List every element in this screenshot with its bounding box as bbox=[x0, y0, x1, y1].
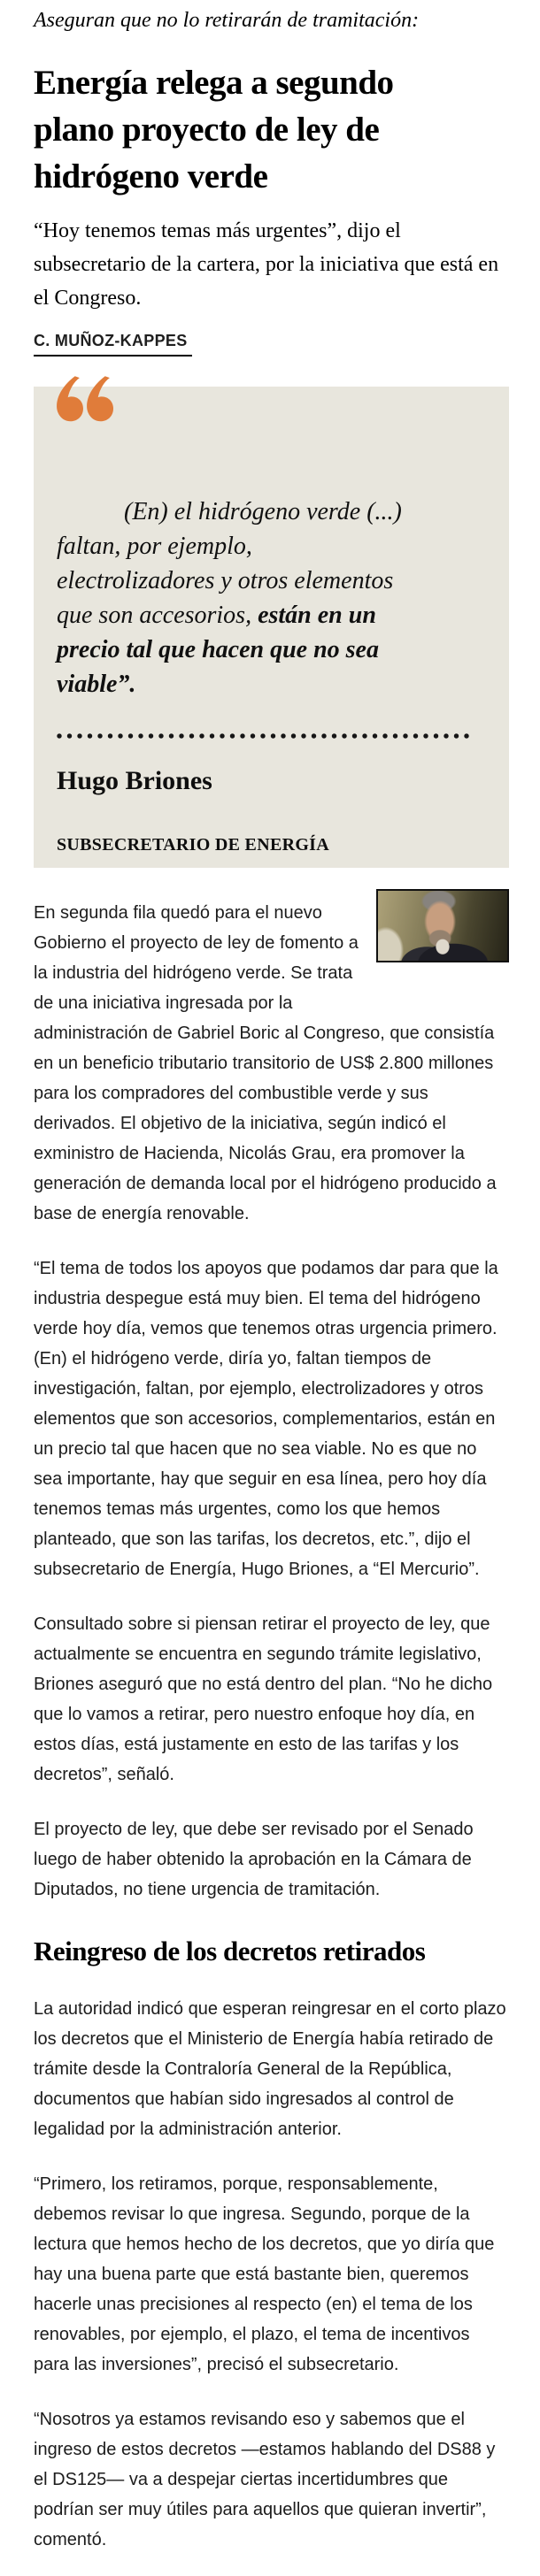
quote-line bbox=[57, 667, 474, 702]
article-paragraph-1 bbox=[34, 898, 509, 1229]
opening-double-quote-icon bbox=[55, 376, 113, 422]
headline-line-1: Energía relega a segundo bbox=[34, 64, 394, 103]
paragraph-text: En segunda fila quedó para el nuevo Gobierno el proyecto de ley de fomento a la industria del hidrógeno verde. Se trata de una iniciativa ingresada por la administración de Gabriel Boric al Congreso, que consistía en un beneficio tributario transitorio de US$ 2.800 millones para los compradores del combustible verde y sus derivados. El objetivo de la iniciativa, según indicó el exministro de Hacienda, Nicolás Grau, era promover la generación de demanda local por el hidrógeno producido a base de energía renovable. bbox=[34, 903, 497, 1224]
headline-line-3: hidrógeno verde bbox=[34, 157, 268, 196]
article-paragraph-6: “Primero, los retiramos, porque, responsablemente, debemos revisar lo que ingresa. Segundo, porque de la lectura que hemos hecho de los decretos, que yo diría que hay una buena parte que está bastante bien, queremos hacerle unas precisiones al respecto (en) el tema de los renovables, por ejemplo, el plazo, el tema de incentivos para las inversiones”, precisó el subsecretario. bbox=[34, 2174, 495, 2374]
quote-line bbox=[57, 632, 474, 667]
quote-line: electrolizadores y otros elementos bbox=[57, 567, 394, 595]
quote-line-bold: viable”. bbox=[57, 671, 136, 699]
pull-quote-role: SUBSECRETARIO DE ENERGÍA bbox=[57, 835, 330, 855]
pull-quote-author: Hugo Briones bbox=[57, 766, 212, 796]
section-heading: Reingreso de los decretos retirados bbox=[34, 1936, 426, 1967]
article-paragraph-2: “El tema de todos los apoyos que podamos dar para que la industria despegue está muy bien. El tema del hidrógeno verde hoy día, vemos que tenemos otras urgencia primero. (En) el hidrógeno verde, diría yo, faltan tiempos de investigación, faltan, por ejemplo, electrolizadores y otros elementos que son accesorios, complementarios, están en un precio tal que hacen que no sea viable. No es que no sea importante, hay que seguir en esa línea, pero hoy día tenemos temas más urgentes, como los que hemos planteado, que son las tarifas, los decretos, etc.”, dijo el subsecretario de Energía, Hugo Briones, a “El Mercurio”. bbox=[34, 1259, 498, 1580]
article-paragraph-3: Consultado sobre si piensan retirar el proyecto de ley, que actualmente se encuentra en segundo trámite legislativo, Briones aseguró que no está dentro del plan. “No he dicho que lo vamos a retirar, pero nuestro enfoque hoy día, en estos días, está justamente en esto de las tarifas y los decretos”, señaló. bbox=[34, 1614, 493, 1785]
quote-line bbox=[57, 598, 474, 632]
headline bbox=[34, 59, 509, 200]
quote-line: (En) el hidrógeno verde (...) bbox=[124, 498, 402, 526]
article-paragraph-7: “Nosotros ya estamos revisando eso y sabemos que el ingreso de estos decretos —estamos hablando del DS88 y el DS125— va a despejar ciertas incertidumbres que podrían ser muy útiles para aquellos que quieran invertir”, comentó. bbox=[34, 2409, 496, 2549]
article-paragraph-5: La autoridad indicó que esperan reingresar en el corto plazo los decretos que el Ministerio de Energía había retirado de trámite desde la Contraloría General de la República, documentos que habían sido ingresados al control de legalidad por la administración anterior. bbox=[34, 1998, 506, 2139]
quote-line: faltan, por ejemplo, bbox=[57, 533, 252, 561]
subhead: “Hoy tenemos temas más urgentes”, dijo el subsecretario de la cartera, por la iniciativa que está en el Congreso. bbox=[34, 219, 499, 310]
dotted-separator bbox=[57, 733, 474, 739]
hugo-briones-photo bbox=[376, 889, 509, 962]
article-paragraph-4: El proyecto de ley, que debe ser revisado por el Senado luego de haber obtenido la aprobación en la Cámara de Diputados, no tiene urgencia de tramitación. bbox=[34, 1820, 474, 1900]
headline-line-2: plano proyecto de ley de bbox=[34, 111, 380, 150]
kicker: Aseguran que no lo retirarán de tramitación: bbox=[34, 9, 420, 32]
quote-line-bold: están en un bbox=[258, 602, 376, 630]
byline: C. MUÑOZ-KAPPES bbox=[34, 333, 192, 356]
pull-quote-text bbox=[57, 494, 474, 702]
quote-line-regular: que son accesorios, bbox=[57, 602, 258, 630]
pull-quote-block bbox=[34, 387, 509, 868]
quote-line-bold: precio tal que hacen que no sea bbox=[57, 636, 379, 664]
